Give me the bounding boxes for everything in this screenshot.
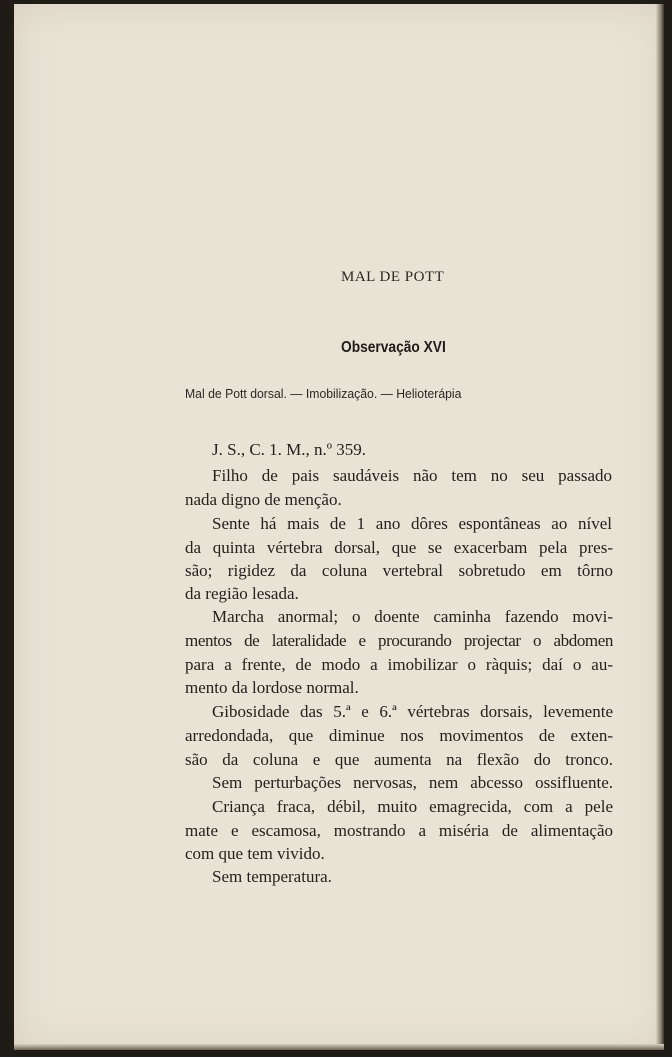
body-line: J. S., C. 1. M., n.º 359. [212,440,367,459]
body-line: Gibosidade das 5.ª e 6.ª vértebras dorsais, levemente [212,702,613,721]
body-line: da região lesada. [185,584,299,603]
body-line: são da coluna e que aumenta na flexão do tronco. [185,750,613,769]
body-line: Filho de pais saudáveis não tem no seu passado [212,466,612,485]
body-line: Marcha anormal; o doente caminha fazendo movi- [212,607,613,626]
page-bottom-edge [14,1044,664,1050]
body-line: mate e escamosa, mostrando a miséria de alimentação [185,821,613,840]
body-line: Criança fraca, débil, muito emagrecida, com a pele [212,797,613,816]
body-line: nada digno de menção. [185,490,342,509]
body-line: da quinta vértebra dorsal, que se exacerbam pela pres- [185,538,613,557]
body-line: arredondada, que diminue nos movimentos de exten- [185,726,613,745]
body-line: Sem temperatura. [212,867,332,886]
observation-title: Observação XVI [341,339,446,356]
body-line: Sem perturbações nervosas, nem abcesso ossifluente. [212,773,613,792]
body-line: para a frente, de modo a imobilizar o ràquis; daí o au- [185,655,613,674]
body-line: mento da lordose normal. [185,678,359,697]
body-line: com que tem vivido. [185,844,325,863]
body-line: Sente há mais de 1 ano dôres espontâneas ao nível [212,514,612,533]
observation-subtitle: Mal de Pott dorsal. — Imobilização. — Helioterápia [185,386,462,401]
page-edge-shadow [656,4,664,1050]
body-line: são; rigidez da coluna vertebral sobretudo em tôrno [185,561,613,580]
body-line: mentos de lateralidade e procurando projectar o abdomen [185,631,613,650]
running-head: MAL DE POTT [341,269,445,285]
